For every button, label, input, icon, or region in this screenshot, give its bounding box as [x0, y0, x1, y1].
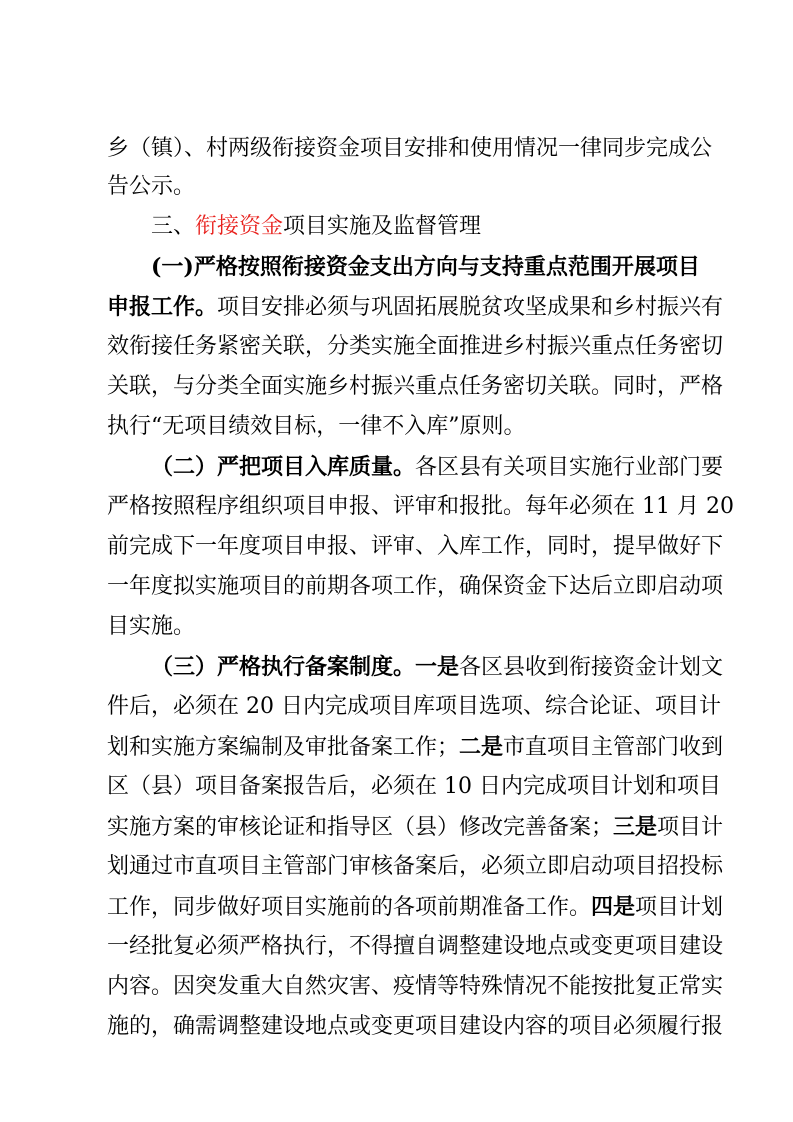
- body-line: [107, 330, 724, 364]
- line-text: 目实施。: [107, 614, 196, 639]
- line-text: 一经批复必须严格执行，不得擅自调整建设地点或变更项目建设: [107, 934, 724, 959]
- line-text: 前完成下一年度项目申报、评审、入库工作，同时，提早做好下: [107, 534, 724, 559]
- body-line: [107, 690, 721, 724]
- heading-text: 项目实施及监督管理: [283, 214, 482, 239]
- body-line: [107, 890, 724, 924]
- body-line: [107, 930, 724, 964]
- line-text: 乡（镇）、村两级衔接资金项目安排和使用情况一律同步完成公: [107, 136, 713, 161]
- body-line: [107, 410, 692, 444]
- item-marker-bold: 一是: [415, 654, 460, 680]
- body-line: [107, 810, 724, 844]
- line-text: 区（县）项目备案报告后，必须在 10 日内完成项目计划和项目: [107, 774, 721, 799]
- line-text: 各区县收到衔接资金计划文: [459, 655, 724, 680]
- line-text: 项目安排必须与巩固拓展脱贫攻坚成果和乡村振兴有: [217, 295, 724, 320]
- subheading-bold: （二）严把项目入库质量。: [151, 454, 416, 480]
- line-text: 关联，与分类全面实施乡村振兴重点任务密切关联。同时，严格: [107, 374, 724, 399]
- line-text: 划通过市直项目主管部门审核备案后，必须立即启动项目招投标: [107, 854, 724, 879]
- body-line: [107, 530, 724, 564]
- line-text: 施的，确需调整建设地点或变更项目建设内容的项目必须履行报: [107, 1014, 724, 1039]
- line-text: 件后，必须在 20 日内完成项目库项目选项、综合论证、项目计: [107, 694, 721, 719]
- line-text: 实施方案的审核论证和指导区（县）修改完善备案；: [107, 815, 614, 840]
- body-line: [107, 1010, 724, 1044]
- body-line: [107, 132, 713, 166]
- subheading-bold: （三）严格执行备案制度。: [151, 654, 416, 680]
- body-line: [107, 970, 724, 1004]
- body-line: [107, 570, 724, 604]
- body-line: [151, 450, 724, 484]
- body-line: [107, 610, 692, 644]
- line-text: 执行“无项目绩效目标，一律不入库”原则。: [107, 414, 526, 439]
- line-text: 项目计: [657, 815, 724, 840]
- body-line: [151, 250, 700, 284]
- body-line: [107, 770, 721, 804]
- heading-number: 三、: [151, 214, 196, 239]
- line-text: 严格按照程序组织项目申报、评审和报批。每年必须在 11 月 20: [107, 494, 734, 519]
- line-text: 一年度拟实施项目的前期各项工作，确保资金下达后立即启动项: [107, 574, 724, 599]
- line-text: 项目计划: [635, 895, 724, 920]
- line-text: 告公示。: [107, 174, 196, 199]
- body-line: [107, 490, 734, 524]
- item-marker-bold: 二是: [459, 734, 504, 760]
- line-text: 内容。因突发重大自然灾害、疫情等特殊情况不能按批复正常实: [107, 974, 724, 999]
- body-line: [107, 170, 692, 204]
- section-heading: [151, 210, 692, 244]
- body-line: [107, 370, 724, 404]
- line-text: 各区县有关项目实施行业部门要: [415, 455, 724, 480]
- body-line: [107, 730, 724, 764]
- body-line: [107, 290, 724, 324]
- line-text: 效衔接任务紧密关联，分类实施全面推进乡村振兴重点任务密切: [107, 334, 724, 359]
- body-line: [151, 650, 724, 684]
- body-line: [107, 850, 724, 884]
- item-marker-bold: 三是: [613, 814, 658, 840]
- line-text: 工作，同步做好项目实施前的各项前期准备工作。: [107, 895, 592, 920]
- line-text: 市直项目主管部门收到: [503, 735, 724, 760]
- subheading-bold: (一)严格按照衔接资金支出方向与支持重点范围开展项目: [151, 254, 700, 280]
- heading-highlight: 衔接资金: [195, 214, 284, 239]
- line-text: 划和实施方案编制及审批备案工作；: [107, 735, 460, 760]
- item-marker-bold: 四是: [591, 894, 636, 920]
- subheading-bold: 申报工作。: [107, 294, 218, 320]
